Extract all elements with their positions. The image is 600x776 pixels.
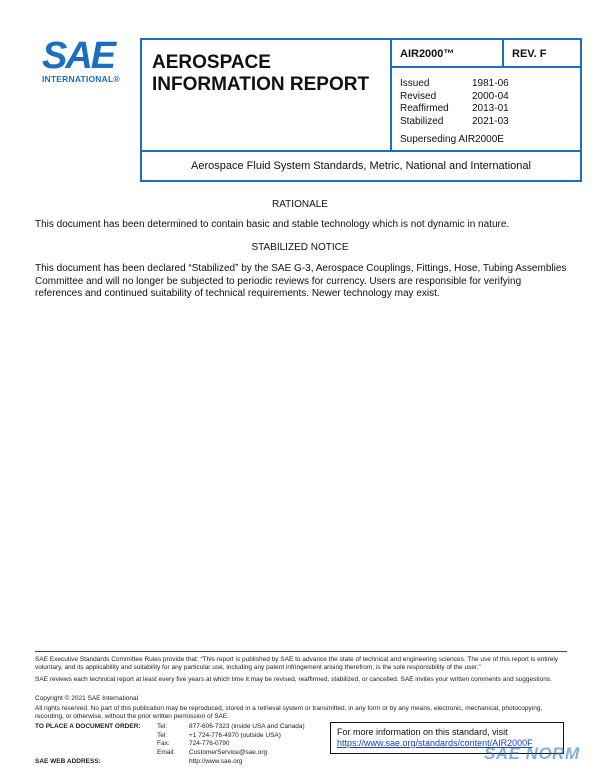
- header-divider-title: [142, 150, 580, 152]
- standard-link[interactable]: https://www.sae.org/standards/content/AIR2000F: [337, 738, 533, 748]
- report-type-line1: AEROSPACE: [152, 52, 271, 73]
- contact-row: Email: CustomerService@sae.org: [157, 748, 268, 756]
- more-info-text: For more information on this standard, visit: [337, 727, 508, 737]
- stabilized-heading: STABILIZED NOTICE: [251, 242, 349, 253]
- order-contacts: [35, 723, 305, 757]
- contact-row: TO PLACE A DOCUMENT ORDER: Tel: 877-606-7323 (inside USA and Canada): [35, 723, 305, 730]
- date-row: Revised 2000-04: [400, 90, 509, 102]
- date-row: Reaffirmed 2013-01: [400, 103, 509, 114]
- sae-logo: [34, 36, 126, 86]
- header-divider-vertical: [390, 40, 392, 152]
- date-row: Issued 1981-06: [400, 78, 509, 89]
- superseding-note: Superseding AIR2000E: [400, 134, 504, 145]
- header-divider-docnum: [390, 66, 580, 68]
- date-list: [400, 78, 509, 128]
- rationale-heading: RATIONALE: [272, 199, 328, 210]
- rationale-text: This document has been determined to contain basic and stable technology which is not dynamic in nature.: [35, 219, 510, 230]
- web-address-label: SAE WEB ADDRESS:: [35, 758, 101, 765]
- logo-subtitle: INTERNATIONAL®: [42, 74, 120, 84]
- document-number: AIR2000™: [400, 48, 455, 60]
- report-type-line2: INFORMATION REPORT: [152, 74, 370, 95]
- stabilized-text: This document has been declared “Stabilized” by the SAE G-3, Aerospace Couplings, Fittings, Hose, Tubing Assemblies Committee and will no longer be subjected to periodic reviews for currency. Users are responsible for verifying references and continued suitability of technical requirements. Newer technology may exist.: [35, 263, 567, 299]
- web-address-link[interactable]: http://www.sae.org: [189, 758, 243, 765]
- contact-row: Fax: 724-776-0790: [157, 740, 230, 747]
- web-address-row: [35, 758, 242, 765]
- copyright-text: Copyright © 2021 SAE International: [35, 695, 139, 702]
- revision-label: REV. F: [512, 48, 547, 60]
- watermark-logo: SAE NORM: [484, 744, 580, 763]
- header-divider-rev: [502, 40, 504, 66]
- contact-row: Tel: +1 724-776-4970 (outside USA): [157, 731, 281, 739]
- document-title: Aerospace Fluid System Standards, Metric, National and International: [191, 160, 531, 172]
- rights-text: All rights reserved. No part of this publication may be reproduced, stored in a retrieval system or transmitted, in any form or by any means, electronic, mechanical, photocopying, recording, or otherwise, without the prior written permission of SAE.: [35, 705, 543, 720]
- report-type-title: [152, 52, 369, 96]
- logo-letters: SAE: [42, 35, 115, 77]
- committee-rules-text: SAE Executive Standards Committee Rules provide that: “This report is published by SAE to advance the state of technical and engineering sciences. The use of this report is entirely voluntary, and its applicability and suitability for any particular use, including any patent infringement arising therefrom, is the sole responsibility of the user.”: [35, 656, 559, 671]
- document-header-box: [140, 38, 582, 182]
- footer-divider: [35, 651, 567, 652]
- date-row: Stabilized 2021-03: [400, 115, 509, 127]
- review-text: SAE reviews each technical report at least every five years at which time it may be revised, reaffirmed, stabilized, or cancelled. SAE invites your written comments and suggestions.: [35, 676, 552, 683]
